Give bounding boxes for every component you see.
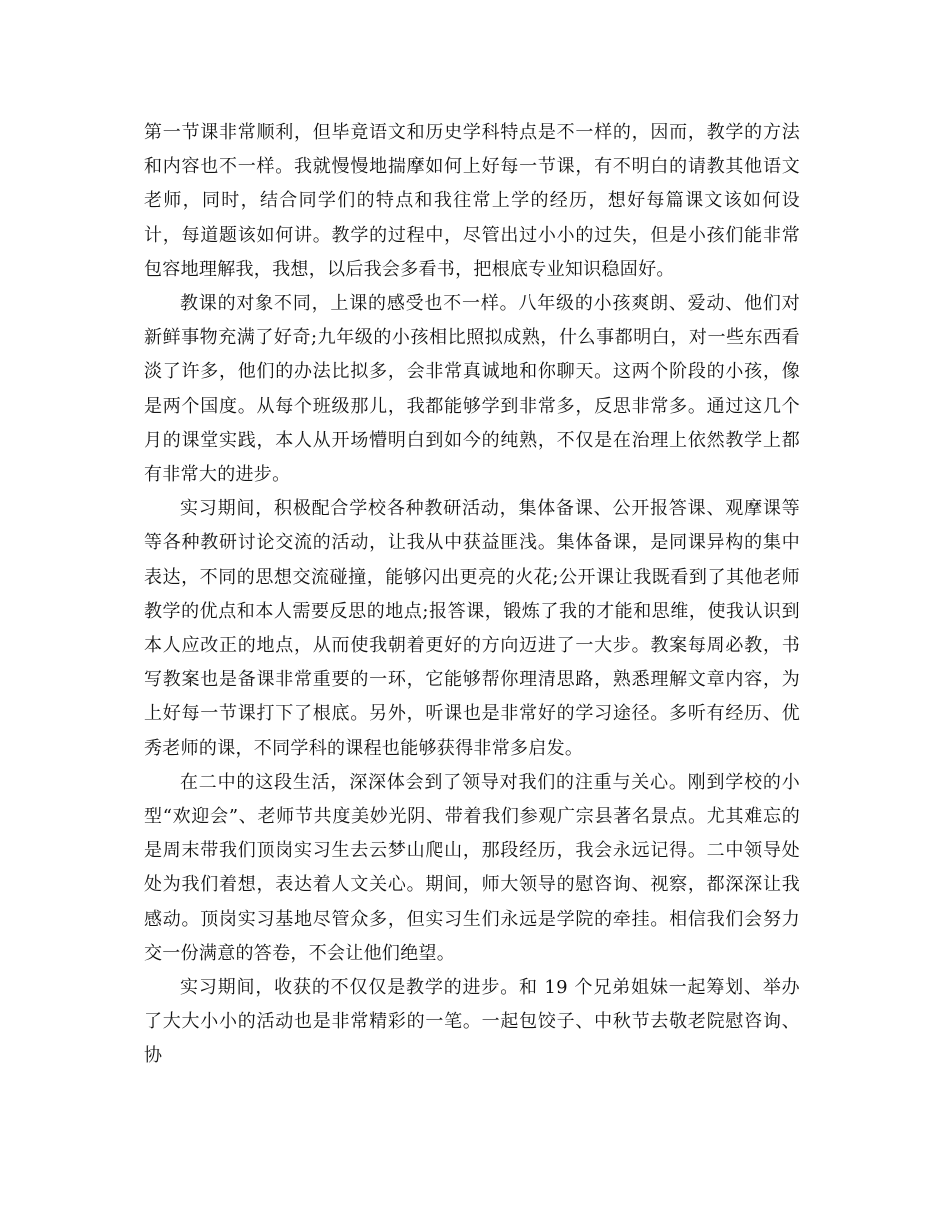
document-body	[144, 116, 800, 1074]
paragraph-5: 实习期间，收获的不仅仅是教学的进步。和 19 个兄弟姐妹一起筹划、举办了大大小小的活动也是非常精彩的一笔。一起包饺子、中秋节去敬老院慰咨询、协	[144, 977, 800, 1067]
paragraph-4: 在二中的这段生活，深深体会到了领导对我们的注重与关心。刚到学校的小型“欢迎会”、老师节共度美妙光阴、带着我们参观广宗县著名景点。尤其难忘的是周末带我们顶岗实习生去云梦山爬山，那段经历，我会永远记得。二中领导处处为我们着想，表达着人文关心。期间，师大领导的慰咨询、视察，都深深让我感动。顶岗实习基地尽管众多，但实习生们永远是学院的牵挂。相信我们会努力交一份满意的答卷，不会让他们绝望。	[144, 771, 800, 964]
paragraph-3: 实习期间，积极配合学校各种教研活动，集体备课、公开报答课、观摩课等等各种教研讨论交流的活动，让我从中获益匪浅。集体备课，是同课异构的集中表达，不同的思想交流碰撞，能够闪出更亮的火花;公开课让我既看到了其他老师教学的优点和本人需要反思的地点;报答课，锻炼了我的才能和思维，使我认识到本人应改正的地点，从而使我朝着更好的方向迈进了一大步。教案每周必教，书写教案也是备课非常重要的一环，它能够帮你理清思路，熟悉理解文章内容，为上好每一节课打下了根底。另外，听课也是非常好的学习途径。多听有经历、优秀老师的课，不同学科的课程也能够获得非常多启发。	[144, 498, 800, 759]
paragraph-1: 第一节课非常顺利，但毕竟语文和历史学科特点是不一样的，因而，教学的方法和内容也不一样。我就慢慢地揣摩如何上好每一节课，有不明白的请教其他语文老师，同时，结合同学们的特点和我往常上学的经历，想好每篇课文该如何设计，每道题该如何讲。教学的过程中，尽管出过小小的过失，但是小孩们能非常包容地理解我，我想，以后我会多看书，把根底专业知识稳固好。	[144, 122, 800, 280]
paragraph-2: 教课的对象不同，上课的感受也不一样。八年级的小孩爽朗、爱动、他们对新鲜事物充满了好奇;九年级的小孩相比照拟成熟，什么事都明白，对一些东西看淡了许多，他们的办法比拟多，会非常真诚地和你聊天。这两个阶段的小孩，像是两个国度。从每个班级那儿，我都能够学到非常多，反思非常多。通过这几个月的课堂实践，本人从开场懵明白到如今的纯熟，不仅是在治理上依然教学上都有非常大的进步。	[144, 293, 800, 486]
